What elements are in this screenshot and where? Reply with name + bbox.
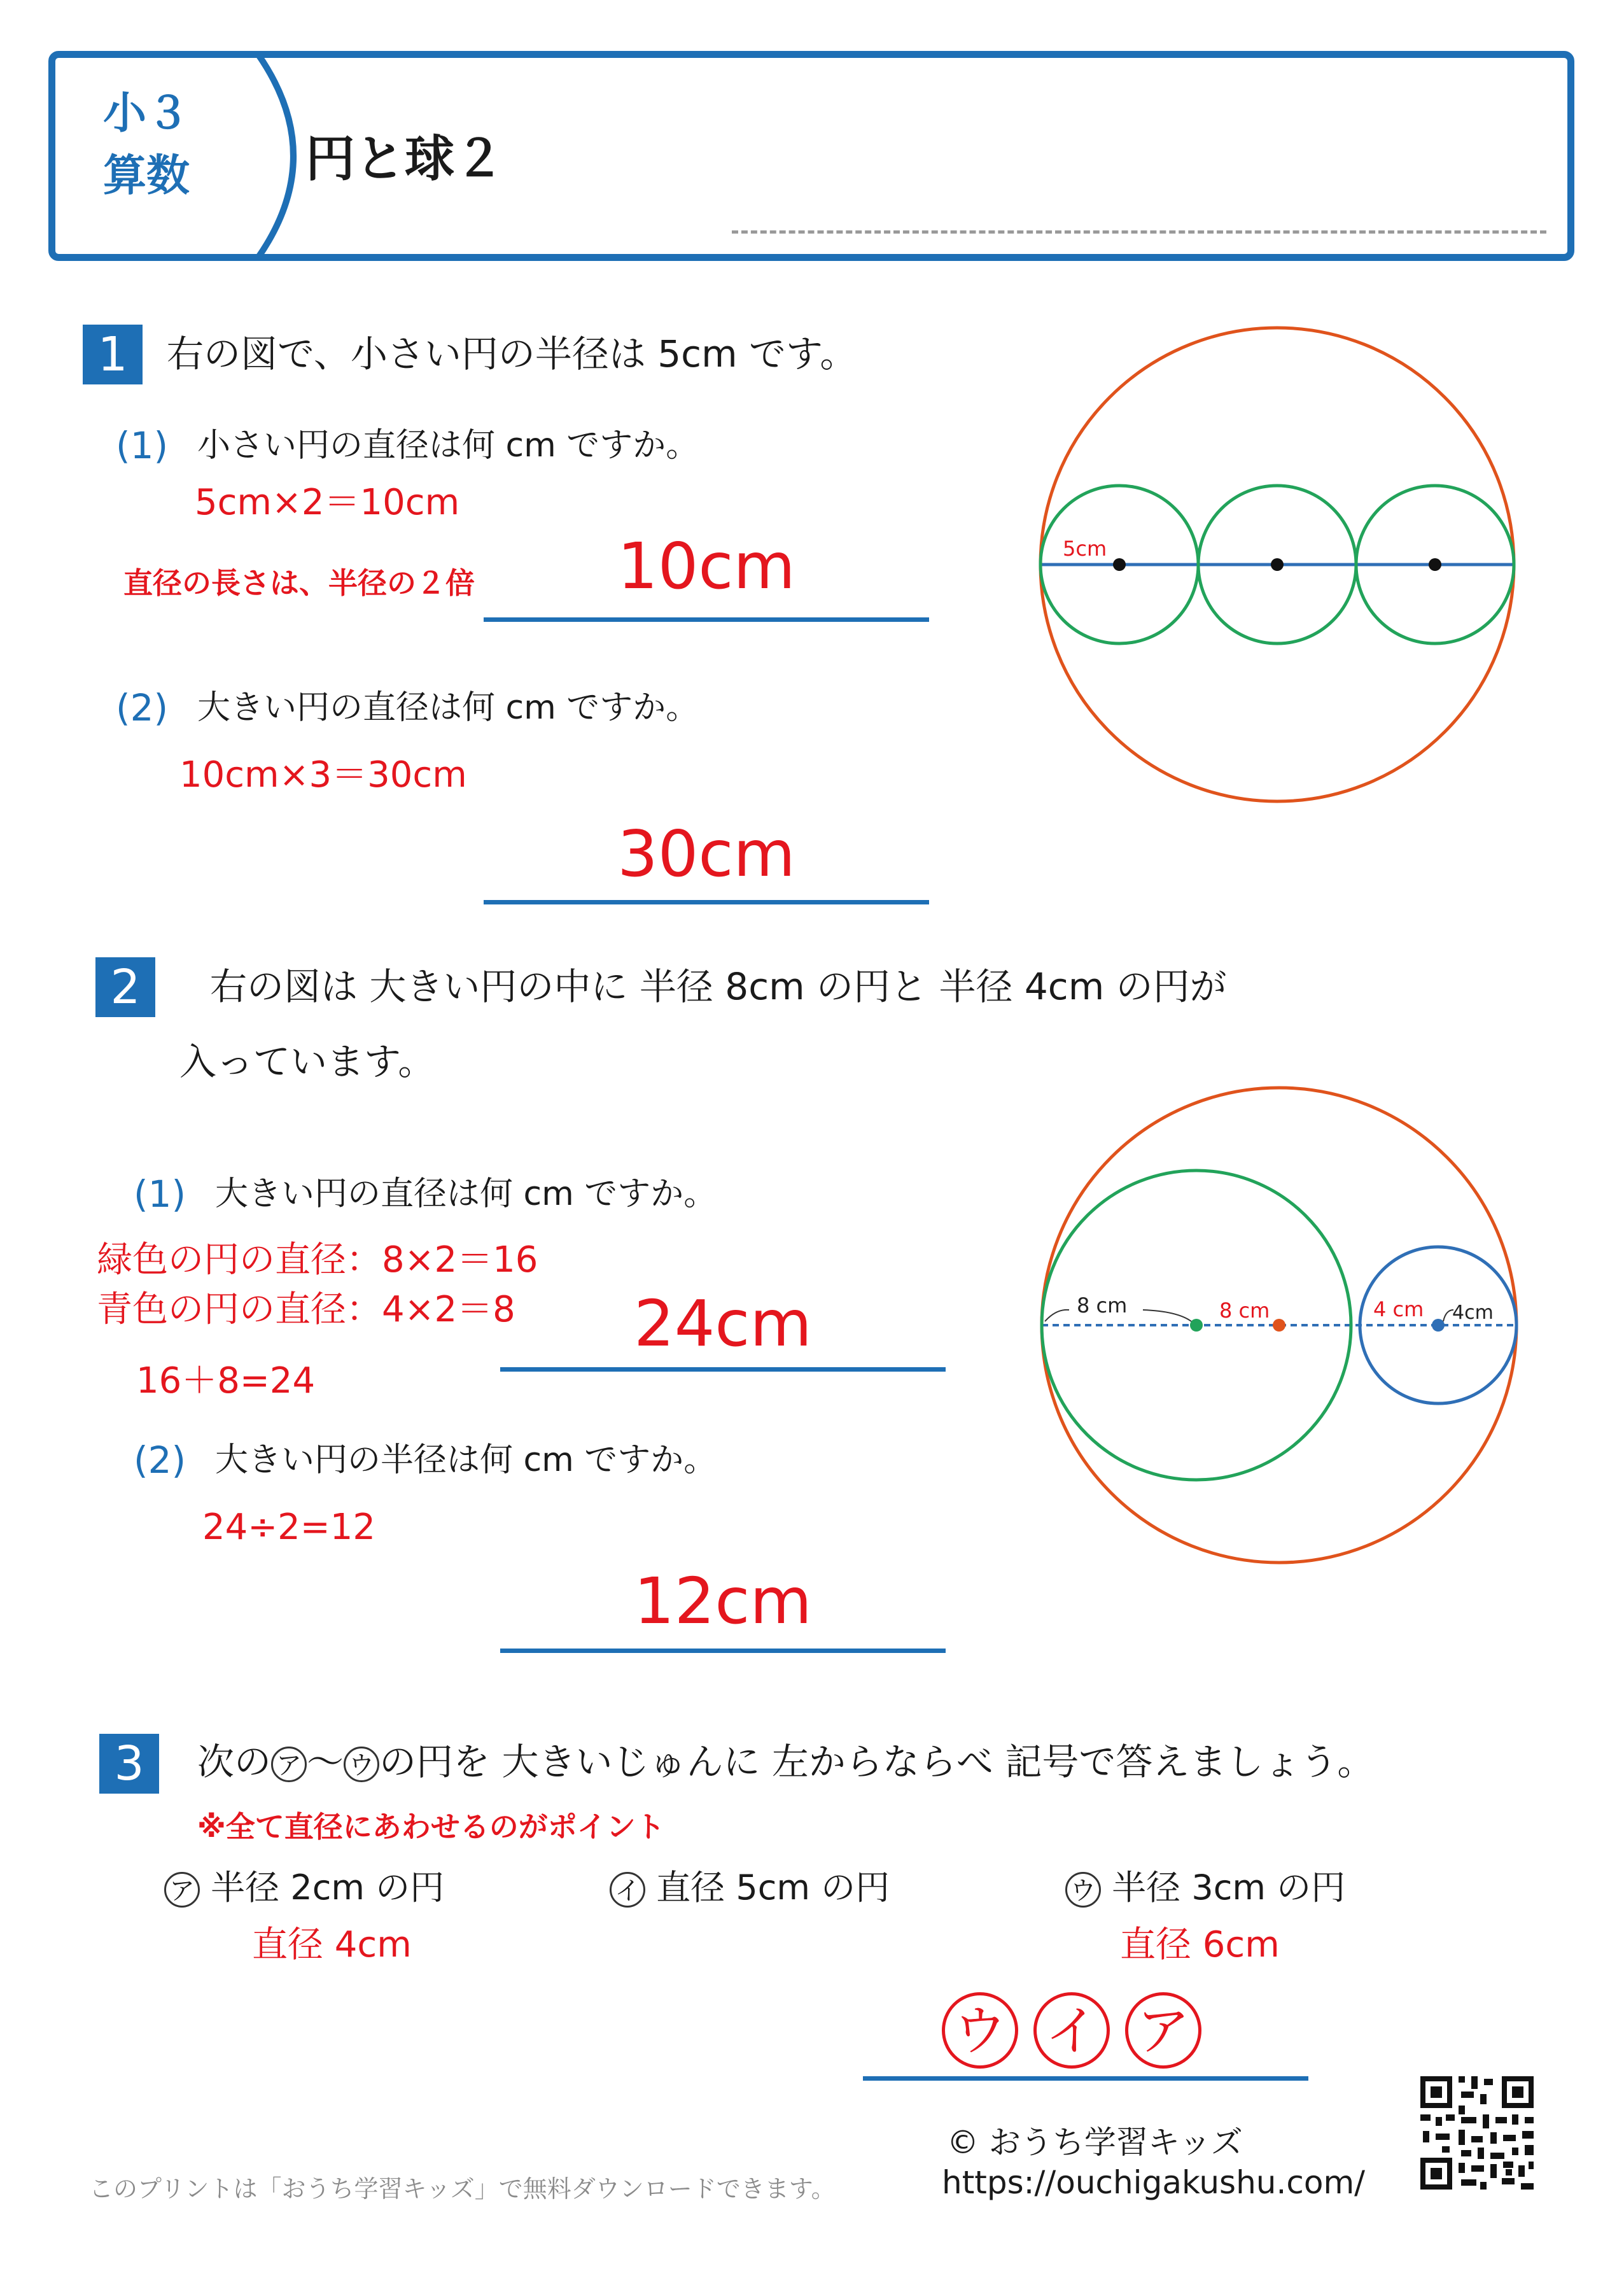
q1-p2-answer-line <box>484 900 929 904</box>
q2-label-4b: 4cm <box>1452 1302 1494 1324</box>
q2-p2-answer: 12cm <box>634 1564 812 1638</box>
q2-p1-answer-line <box>500 1367 946 1372</box>
q2-text-line2: 入っています。 <box>179 1040 435 1083</box>
q3-option-a-mark: ア <box>164 1872 200 1908</box>
q3-mark-a: ア <box>271 1747 307 1782</box>
q2-label-8a: 8 cm <box>1077 1293 1128 1318</box>
q3-option-a <box>164 1862 444 1913</box>
q3-answer-1: ウ <box>942 1992 1018 2069</box>
q1-p1-text: 小さい円の直径は何 cm ですか。 <box>197 426 699 465</box>
q2-p1-work3: 16＋8=24 <box>136 1360 316 1402</box>
q2-big-center <box>1273 1319 1285 1332</box>
q1-radius-label: 5cm <box>1063 537 1107 561</box>
q3-option-i-text: 直径 5cm の円 <box>656 1867 890 1908</box>
q3-option-a-text: 半径 2cm の円 <box>211 1867 445 1908</box>
q3-text-post: の円を 大きいじゅんに 左からならべ 記号で答えましょう。 <box>379 1740 1375 1783</box>
q3-number: 3 <box>99 1734 159 1794</box>
q3-option-i <box>610 1862 890 1913</box>
q2-green-center <box>1190 1319 1203 1332</box>
q2-label-4a: 4 cm <box>1373 1297 1424 1321</box>
q3-text <box>197 1736 1374 1787</box>
q2-p2-answer-line <box>500 1649 946 1653</box>
q3-option-a-work: 直径 4cm <box>252 1924 412 1965</box>
q3-option-i-mark: イ <box>610 1872 645 1908</box>
q2-figure <box>1031 1082 1527 1578</box>
page-title: 円と球２ <box>305 130 505 188</box>
q3-answer-line <box>863 2076 1308 2081</box>
q1-figure <box>1031 318 1527 815</box>
q1-p1-num: (1) <box>116 424 169 467</box>
q1-text: 右の図で、小さい円の半径は 5cm です。 <box>167 332 857 376</box>
q2-p1-num: (1) <box>134 1172 186 1216</box>
q1-center-3 <box>1429 558 1441 571</box>
q1-p2-text: 大きい円の直径は何 cm ですか。 <box>197 689 699 727</box>
q3-tilde: 〜 <box>307 1740 344 1783</box>
q2-text-line1: 右の図は 大きい円の中に 半径 8cm の円と 半径 4cm の円が <box>210 965 1227 1008</box>
q3-answer-2: イ <box>1033 1992 1110 2069</box>
q1-p1-answer: 10cm <box>617 529 795 603</box>
q2-p1-work2: 青色の円の直径：4×2＝8 <box>97 1289 515 1330</box>
q2-p1-work1: 緑色の円の直径：8×2＝16 <box>97 1239 538 1281</box>
q3-option-u-text: 半径 3cm の円 <box>1112 1867 1346 1908</box>
q2-p2-text: 大きい円の半径は何 cm ですか。 <box>215 1441 717 1479</box>
q2-p2-num: (2) <box>134 1438 186 1482</box>
q3-text-pre: 次の <box>197 1740 272 1783</box>
q1-p1-work: 5cm×2＝10cm <box>195 482 460 523</box>
q3-answer <box>942 1992 1217 2069</box>
q2-label-8b: 8 cm <box>1219 1298 1270 1323</box>
q1-p1-answer-line <box>484 617 929 622</box>
q1-p2-answer: 30cm <box>617 817 795 891</box>
q1-p2-num: (2) <box>116 686 169 729</box>
footer-note: このプリントは「おうち学習キッズ」で無料ダウンロードできます。 <box>89 2175 836 2203</box>
subject: 算数 <box>102 151 190 201</box>
q2-p2-work: 24÷2=12 <box>202 1507 375 1548</box>
footer-url[interactable]: https://ouchigakushu.com/ <box>942 2164 1366 2201</box>
q1-p1-note: 直径の長さは、半径の２倍 <box>123 566 475 600</box>
q3-note: ※全て直径にあわせるのがポイント <box>197 1810 665 1844</box>
q1-p2-work: 10cm×3＝30cm <box>179 754 467 796</box>
footer-copyright: © おうち学習キッズ <box>947 2124 1243 2161</box>
q3-option-u <box>1065 1862 1345 1913</box>
q2-p1-text: 大きい円の直径は何 cm ですか。 <box>215 1175 717 1213</box>
q3-option-u-work: 直径 6cm <box>1120 1924 1280 1965</box>
q3-mark-u: ウ <box>344 1747 379 1782</box>
q1-number: 1 <box>83 325 143 384</box>
grade: 小３ <box>102 88 190 139</box>
qr-code-icon <box>1417 2072 1537 2193</box>
q3-answer-3: ア <box>1125 1992 1201 2069</box>
name-line <box>732 230 1546 234</box>
q2-number: 2 <box>95 957 155 1017</box>
q2-p1-answer: 24cm <box>634 1286 812 1361</box>
q1-center-1 <box>1113 558 1126 571</box>
q3-option-u-mark: ウ <box>1065 1872 1101 1908</box>
grade-label <box>83 83 210 207</box>
q1-center-2 <box>1271 558 1284 571</box>
q2-blue-center <box>1432 1319 1445 1332</box>
